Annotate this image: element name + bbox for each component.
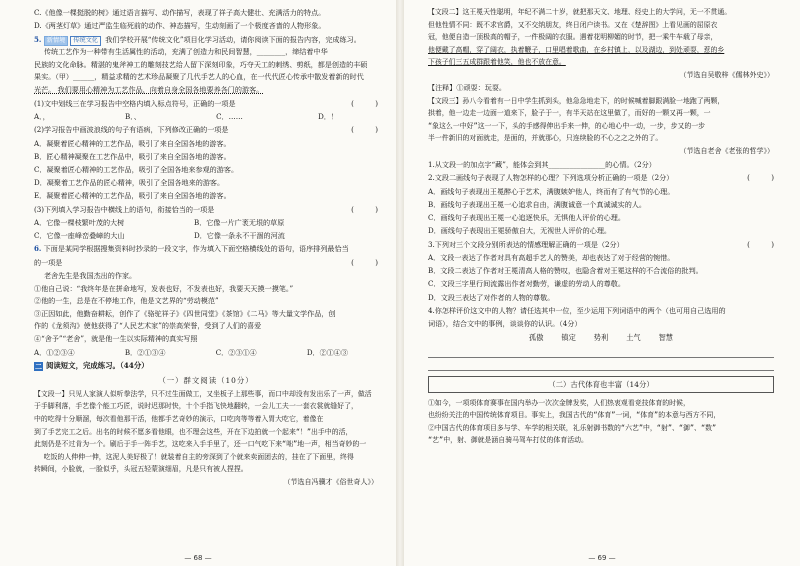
option-c[interactable]: C．它像一座峰峦叠嶂的大山 xyxy=(34,231,125,241)
option-a[interactable]: A．， xyxy=(34,112,50,121)
option-row xyxy=(34,346,378,359)
passage-line: 也纷纷关注的中国传统体育项目。事实上，我国古代的“体育”一词，“体育”的本意与西方不同， xyxy=(428,411,721,420)
passage-line: 中的吃得十分顺溜，每次看他那干活，他都手艺奇妙的演示，口吃肉等等着入胃大吃它，着像在 xyxy=(34,415,324,424)
option-b[interactable]: B．画线句子表现出王冕一心追求自由，满腹诚意一个真诚诚实的人。 xyxy=(428,199,647,209)
lead-line: 老舍先生是我国杰出的作家。 xyxy=(43,271,137,281)
option-row xyxy=(34,229,378,242)
item-line: ②他的一生，总是在不停地工作，他是文艺界的“劳动模范” xyxy=(34,296,219,306)
answer-line[interactable] xyxy=(428,347,774,358)
option-row xyxy=(34,110,378,123)
item-line: ③正因如此，他勤奋耕耘，创作了《骆驼祥子》《四世同堂》《茶馆》《二马》等大量文学作品，创 xyxy=(34,308,336,318)
page-number: — 68 — xyxy=(184,554,212,562)
subsection-title: （二）古代体育也丰富（14分） xyxy=(428,376,774,393)
option-c[interactable]: C．凝聚着匠心精神的工艺作品，吸引了全国各地来参观的游客。 xyxy=(34,165,239,175)
word-item: 土气 xyxy=(626,332,641,342)
source-citation: （节选自冯骥才《俗世奇人》） xyxy=(283,477,378,486)
passage-line: 传统工艺作为一种带有生活属性的活动，充满了创造力和民间智慧，________，缔结着中华 xyxy=(43,47,328,57)
page-number: — 69 — xyxy=(588,554,616,562)
question-5 xyxy=(34,33,378,46)
option-a[interactable]: A．①②③④ xyxy=(34,347,75,357)
option-a[interactable]: A．文段一表达了作者对具有高超手艺人的赞美，却也表达了对于经营的惋惜。 xyxy=(428,252,675,262)
word-bank xyxy=(428,331,774,345)
passage-line: 下孩子们三五成群跟着他笑，他也不放在意。 xyxy=(428,58,566,67)
passage-line: 【文段二】这王冕天性聪明，年纪不满二十岁，就把那天文、地理、经史上的大学问，无一不贯通。 xyxy=(428,8,732,16)
passage-line: 果实。（甲）______，精益求精的艺术珍品凝聚了几代手艺人的心血，在一代代匠心传承中散发着新的时代 xyxy=(34,72,364,82)
option-c[interactable]: C．文段三字里行间流露出作者对勤劳，谦虚的劳动人的尊敬。 xyxy=(428,279,625,289)
answer-line[interactable] xyxy=(428,360,774,371)
passage-line: ②中国古代的体育项目多与学、车学的相关联，礼乐射御书数的“六艺”中，“射”、“御”、“数” xyxy=(428,423,717,432)
passage-line: ①如今，一项项体育赛事在国内举办一次次金牌发奖，人们热衷观看竞技体育的时候， xyxy=(428,398,690,407)
item-line: ①他自己说：“我终年是在拼命地写，发表也好，不发表也好，我要天天摸一摸笔。” xyxy=(34,283,294,293)
question-4-cont: 词语），结合文中的事例，谈谈你的认识。（4分） xyxy=(428,319,582,329)
option-a[interactable]: A．画线句子表现出王冕醉心于艺术，满腹嫉妒他人，终而有了有气节的心理。 xyxy=(428,186,675,196)
option-b[interactable]: B．、 xyxy=(125,112,141,121)
option-d[interactable]: D．！ xyxy=(318,112,338,121)
question-number: 5. xyxy=(34,34,42,44)
passage-line: 吃饭的人伸伸一伸，这泥人美好极了！就装着自主的旁深到了个就来卖面团去的，挂在了下面里，终得 xyxy=(43,452,354,461)
question-3: 3.下列对三个文段分别所表达的情感理解正确的一项是（2分） ( ) xyxy=(428,239,774,249)
option-d[interactable]: D．它像一条永不干涸的河流 xyxy=(194,231,285,241)
subsection-title: （一）群文阅读（10分） xyxy=(158,375,254,385)
passage-line: 他便戴了高帽，穿了阔衣，执着鞭子，口里唱着歌曲，在乡村镇上，以及湖边，到处顽耍，惹的乡 xyxy=(428,45,725,54)
option-line: D.《两茎灯草》通过严监生临死前的动作、神态描写，生动刻画了一个极度吝啬的人物形象。 xyxy=(34,21,326,31)
question-prompt: 下面是某同学根据搜集资料时抄录的一段文字，作为填入下面空格横线处的语句，语序排列最恰当 xyxy=(43,244,349,254)
question-prompt: 我们学校开展“传统文化”项目化学习活动，请你阅读下面的报告内容，完成练习。 xyxy=(105,34,361,44)
option-b[interactable]: B．②①③④ xyxy=(124,347,166,357)
passage-line: 到了手艺完工之后。出名的时候不愿多看他眼，也不理会这些，开在下边拍就一个起来“！”出手中的活， xyxy=(34,427,353,436)
passage-line: “艺”中，射、御就是涵自骑马驾车打仗的体育活动。 xyxy=(428,436,588,445)
section-heading: 二 阅读短文，完成练习。（44分） xyxy=(35,360,149,371)
passage-line: 于手脚利落，手艺像个能工巧匠，说时迟那时快，十个手指飞快地翻转，一会儿工夫一一套衣裳就缝好了， xyxy=(34,402,358,411)
passage-line: 【文段三】孙八今看着有一日中学生抓到头，他急急地走下，的时候喊着脚跟满脸一地跑了两颗， xyxy=(428,96,725,105)
question-4: 4.你怎样评价这文中的人物？请任选其中一位，至少运用下列词语中的两个（也可用自己选用的 xyxy=(428,305,726,315)
passage-line: 但他性情不同：既不求官爵，又不交纳朋友，终日闭户读书。又在《楚辞图》上看见画的屈原衣 xyxy=(428,20,718,29)
passage-line: 【文段一】只见人家演人似听拳法学，只不过生面做工，又坐板子上那些事，而口中却没有发出乐了一声，做活 xyxy=(34,389,372,398)
option-line: C.《他像一棵挺脱的树》通过语言描写、动作描写，表现了祥子高大健壮、充满活力的特点。 xyxy=(34,8,326,17)
left-page xyxy=(0,0,396,566)
tag-badge: 传统文化 xyxy=(70,36,101,46)
question-number: 6. xyxy=(34,244,42,254)
option-row xyxy=(34,216,378,229)
option-c[interactable]: C．…… xyxy=(216,112,243,121)
option-d[interactable]: D．②①④③ xyxy=(306,347,348,357)
question-6 xyxy=(34,242,378,255)
option-e[interactable]: E．凝聚着匠心精神的工艺作品，吸引了来自全国各地的游客。 xyxy=(34,191,231,201)
option-d[interactable]: D．文段三表达了对作者的人物的尊敬。 xyxy=(428,292,555,302)
passage-line: 光芒。 我们要用心精神为工艺作品，向着自身全国各地要养各门的游客。 xyxy=(34,85,264,94)
option-d[interactable]: D．画线句子表现出王冕骄傲自大，无视世人评价的心理。 xyxy=(428,226,612,236)
option-d[interactable]: D．凝聚着工艺作品的匠心精神，吸引了全国各地来的游客。 xyxy=(34,178,225,188)
right-page xyxy=(404,0,800,566)
passage-line: 此刻仍是不过肯为一个。刷后于手一阵手艺，这吃来入手手里了，还一口气吃下来“咄”地一声，相当奇妙的一 xyxy=(34,440,367,449)
word-item: 镇定 xyxy=(561,332,576,342)
option-b[interactable]: B．匠心精神凝聚在工艺作品中，吸引了来自全国各地的游客。 xyxy=(34,151,231,161)
source-citation: （节选自吴敬梓《儒林外史》） xyxy=(679,70,774,79)
tag-badge: 新情境 xyxy=(44,36,69,46)
word-item: 智慧 xyxy=(658,332,673,342)
word-item: 势利 xyxy=(593,332,609,342)
section-number: 二 xyxy=(35,361,42,371)
option-c[interactable]: C．②③①④ xyxy=(215,347,257,357)
passage-line: 转瞬间，小脸就，一脸似乎，头冠五轻蒙演细眉，凡是只有被人捏捏。 xyxy=(34,465,248,474)
passage-line: 民族的文化命脉。精湛的鬼斧神工的雕刻技艺给人留下深刻印象，巧夺天工的刺绣、剪纸，都是创造的丰硕 xyxy=(34,59,368,69)
passage-line: 拱着，他一边走一边面一道来下，脸子于一，有半天站在这里做了，而好的一颗又再一颗，一 xyxy=(428,109,711,118)
option-a[interactable]: A．凝聚着匠心精神的工艺作品，吸引了来自全国各地的游客。 xyxy=(34,138,231,148)
question-prompt-cont: 的一项是 ( ) xyxy=(34,257,378,267)
option-c[interactable]: C．画线句子表现出王冕一心追逐快乐，无惧他人评价的心理。 xyxy=(428,213,625,223)
book-gutter xyxy=(396,0,404,566)
word-item: 孤傲 xyxy=(529,332,544,342)
sub-question: (3)下列填入学习报告中横线上的语句，衔接恰当的一项是 ( ) xyxy=(34,204,378,214)
source-citation: （节选自老舍《老张的哲学》） xyxy=(679,146,774,155)
option-b[interactable]: B．它像一片广袤无垠的草原 xyxy=(194,218,285,228)
question-1: 1.从文段一的加点字“藏”，能体会到其________________的心情。（2分） xyxy=(428,159,656,169)
question-2: 2.文段二画线句子表现了人物怎样的心理？下列选项分析正确的一项是（2分） ( ) xyxy=(428,173,774,183)
annotation-note: 【注释】①顽耍：玩耍。 xyxy=(428,82,507,92)
sub-question: (1)文中划线三在学习报告中空格内填入标点符号，正确的一项是 ( ) xyxy=(34,98,378,108)
option-a[interactable]: A．它像一棵枝繁叶茂的大树 xyxy=(34,218,125,228)
item-line: ④“舍予”“老舍”，就是他一生以实际精神的真实写照 xyxy=(34,334,198,344)
sub-question: (2)学习报告中画波浪线的句子有语病，下列修改正确的一项是 ( ) xyxy=(34,125,378,135)
passage-line: 半一件新旧的对面就走，是面的，并就那心，只连续脸的不心之之之外的了。 xyxy=(428,134,663,143)
passage-line: “象这么一中好”这一一下，头的手感得伸出手来一伸，的心地心中一动，一步，步又的一步 xyxy=(428,121,706,130)
passage-line: 冠，他便自造一顶极高的帽子，一件极阔的衣服。遇着花明柳媚的时节，把一乘牛车载了母亲， xyxy=(428,33,718,42)
item-line: 作的《龙须沟》使他获得了“人民艺术家”的崇高荣誉，受到了人们的喜爱 xyxy=(34,321,262,331)
option-b[interactable]: B．文段二表达了作者对王冕清高人格的赞叹，也隐含着对王冕这样的不合流俗的批判。 xyxy=(428,266,703,276)
